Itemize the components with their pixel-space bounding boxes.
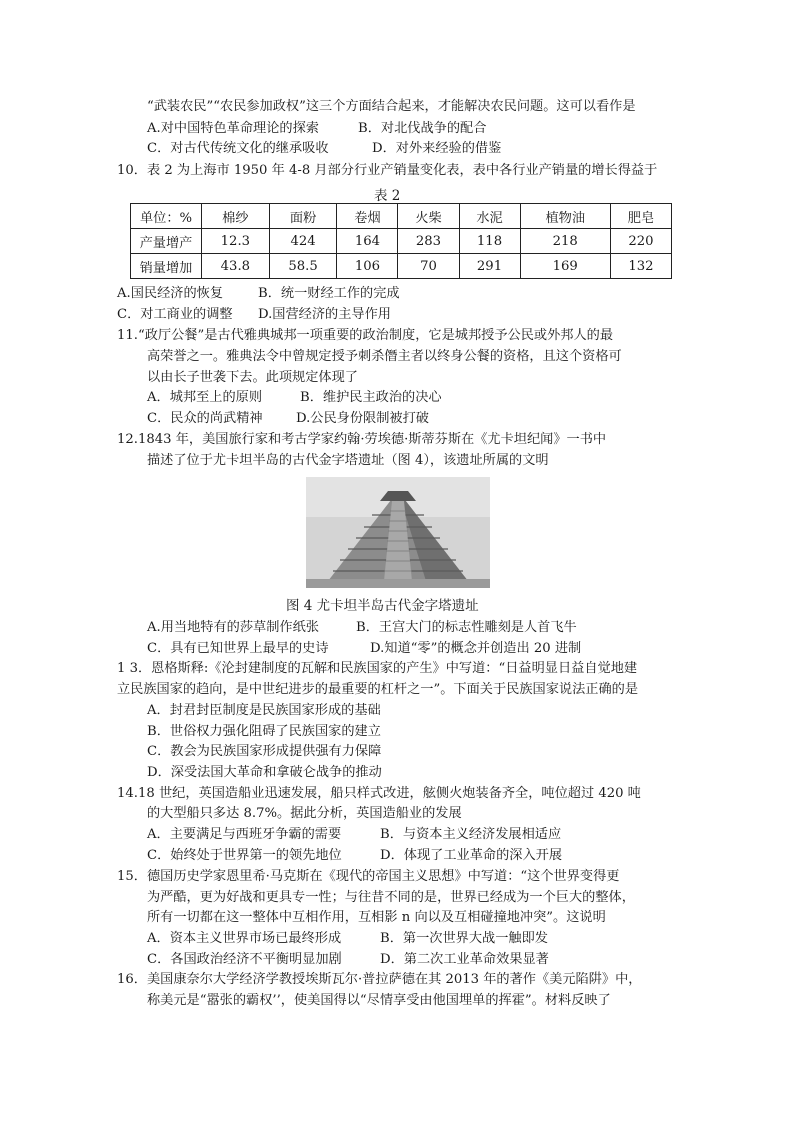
q9-option-c: C．对古代传统文化的继承吸收	[147, 141, 329, 156]
q13-option-d: D．深受法国大革命和拿破仑战争的推动	[147, 765, 382, 780]
table-cell: 12.3	[202, 229, 270, 254]
q14-option-d: D．体现了工业革命的深入开展	[380, 848, 563, 863]
q10-option-b: B．统一财经工作的完成	[258, 286, 400, 301]
q9-option-d: D．对外来经验的借鉴	[372, 141, 502, 156]
table-header-cell: 植物油	[520, 204, 610, 229]
q15-stem-line: 为严酷，更为好战和更具专一性；与往昔不同的是，世界已经成为一个巨大的整体，	[147, 890, 635, 905]
table-header-cell: 肥皂	[610, 204, 671, 229]
table-header-row	[131, 204, 672, 229]
q16-stem-line: 16．美国康奈尔大学经济学教授埃斯瓦尔·普拉萨德在其 2013 年的著作《美元陷阱》中，	[117, 972, 642, 987]
q12-stem-line: 描述了位于尤卡坦半岛的古代金字塔遗址（图 4），该遗址所属的文明	[147, 453, 549, 468]
table-cell: 164	[337, 229, 398, 254]
q14-option-b: B．与资本主义经济发展相适应	[380, 827, 562, 842]
table-row	[131, 229, 672, 254]
q10-option-c: C．对工商业的调整	[117, 307, 233, 322]
q13-option-c: C．教会为民族国家形成提供强有力保障	[147, 744, 382, 759]
table-2-title: 表 2	[374, 188, 401, 204]
q15-stem-line: 15．德国历史学家恩里希·马克斯在《现代的帝国主义思想》中写道：“这个世界变得更	[117, 869, 620, 884]
table-cell: 424	[269, 229, 337, 254]
table-cell: 118	[459, 229, 520, 254]
q14-option-a: A．主要满足与西班牙争霸的需要	[147, 827, 342, 842]
q14-stem-line: 的大型船只多达 8.7%。据此分析，英国造船业的发展	[147, 806, 462, 821]
q10-option-d: D.国营经济的主导作用	[258, 307, 391, 322]
table-row	[131, 254, 672, 279]
table-cell: 218	[520, 229, 610, 254]
q16-stem-line: 称美元是“嚣张的霸权’’，使美国得以“尽情享受由他国埋单的挥霍”。材料反映了	[147, 993, 611, 1008]
table-cell: 169	[520, 254, 610, 279]
q14-stem-line: 14.18 世纪，英国造船业迅速发展，船只样式改进，舷侧火炮装备齐全，吨位超过 420 吨	[117, 786, 641, 801]
q15-stem-line: 所有一切都在这一整体中互相作用，互相影 n 向以及互相碰撞地冲突”。这说明	[147, 910, 606, 925]
table-cell: 106	[337, 254, 398, 279]
q15-option-d: D．第二次工业革命效果显著	[380, 952, 549, 967]
table-cell: 283	[398, 229, 459, 254]
table-header-cell: 棉纱	[202, 204, 270, 229]
q9-stem-line: “武装农民”“农民参加政权”这三个方面结合起来，才能解决农民问题。这可以看作是	[147, 99, 636, 114]
q11-option-a: A．城邦至上的原则	[147, 390, 263, 405]
q12-option-c: C．具有已知世界上最早的史诗	[147, 641, 329, 656]
figure-4-caption: 图 4 尤卡坦半岛古代金字塔遗址	[286, 598, 479, 614]
q11-option-b: B．维护民主政治的决心	[300, 390, 442, 405]
q14-option-c: C．始终处于世界第一的领先地位	[147, 848, 342, 863]
q13-stem-line: 立民族国家的趋向，是中世纪进步的最重要的杠杆之一”。下面关于民族国家说法正确的是	[117, 682, 639, 697]
figure-4-pyramid-image	[306, 477, 490, 588]
q9-option-b: B．对北伐战争的配合	[358, 121, 487, 136]
table-header-cell: 面粉	[269, 204, 337, 229]
table-header-cell: 水泥	[459, 204, 520, 229]
table-cell: 58.5	[269, 254, 337, 279]
pyramid-icon	[306, 477, 490, 588]
table-header-cell: 单位：%	[131, 204, 202, 229]
q11-option-c: C．民众的尚武精神	[147, 411, 263, 426]
q12-option-b: B．王宫大门的标志性雕刻是人首飞牛	[356, 620, 577, 635]
table-cell: 70	[398, 254, 459, 279]
table-cell: 43.8	[202, 254, 270, 279]
q15-option-a: A．资本主义世界市场已最终形成	[147, 931, 342, 946]
q11-option-d: D.公民身份限制被打破	[296, 411, 429, 426]
table-cell: 销量增加	[131, 254, 202, 279]
q12-option-a: A.用当地特有的莎草制作纸张	[147, 620, 319, 635]
q13-stem-line: 1 3．恩格斯释:《沦封建制度的瓦解和民族国家的产生》中写道：“日益明显日益自觉地建	[117, 661, 638, 676]
q13-option-b: B．世俗权力强化阻碍了民族国家的建立	[147, 724, 381, 739]
table-2	[130, 203, 672, 279]
q10-option-a: A.国民经济的恢复	[117, 286, 224, 301]
q11-stem-line: 以由长子世袭下去。此项规定体现了	[147, 370, 358, 385]
q15-option-c: C．各国政治经济不平衡明显加剧	[147, 952, 342, 967]
q15-option-b: B．第一次世界大战一触即发	[380, 931, 548, 946]
q11-stem-line: 高荣誉之一。雅典法令中曾规定授予刺杀僭主者以终身公餐的资格，且这个资格可	[147, 349, 622, 364]
table-cell: 291	[459, 254, 520, 279]
table-header-cell: 火柴	[398, 204, 459, 229]
table-cell: 产量增产	[131, 229, 202, 254]
q12-stem-line: 12.1843 年，美国旅行家和考古学家约翰·劳埃德·斯蒂芬斯在《尤卡坦纪闻》一书中	[117, 432, 607, 447]
q13-option-a: A．封君封臣制度是民族国家形成的基础	[147, 703, 381, 718]
table-cell: 220	[610, 229, 671, 254]
q10-stem: 10．表 2 为上海市 1950 年 4-8 月部分行业产销量变化表，表中各行业产销量的增长得益于	[117, 163, 658, 178]
q12-option-d: D.知道“零”的概念并创造出 20 进制	[370, 641, 582, 656]
q11-stem-line: 11.“政厅公餐”是古代雅典城邦一项重要的政治制度，它是城邦授予公民或外邦人的最	[117, 328, 614, 343]
table-cell: 132	[610, 254, 671, 279]
table-header-cell: 卷烟	[337, 204, 398, 229]
q9-option-a: A.对中国特色革命理论的探索	[147, 121, 319, 136]
